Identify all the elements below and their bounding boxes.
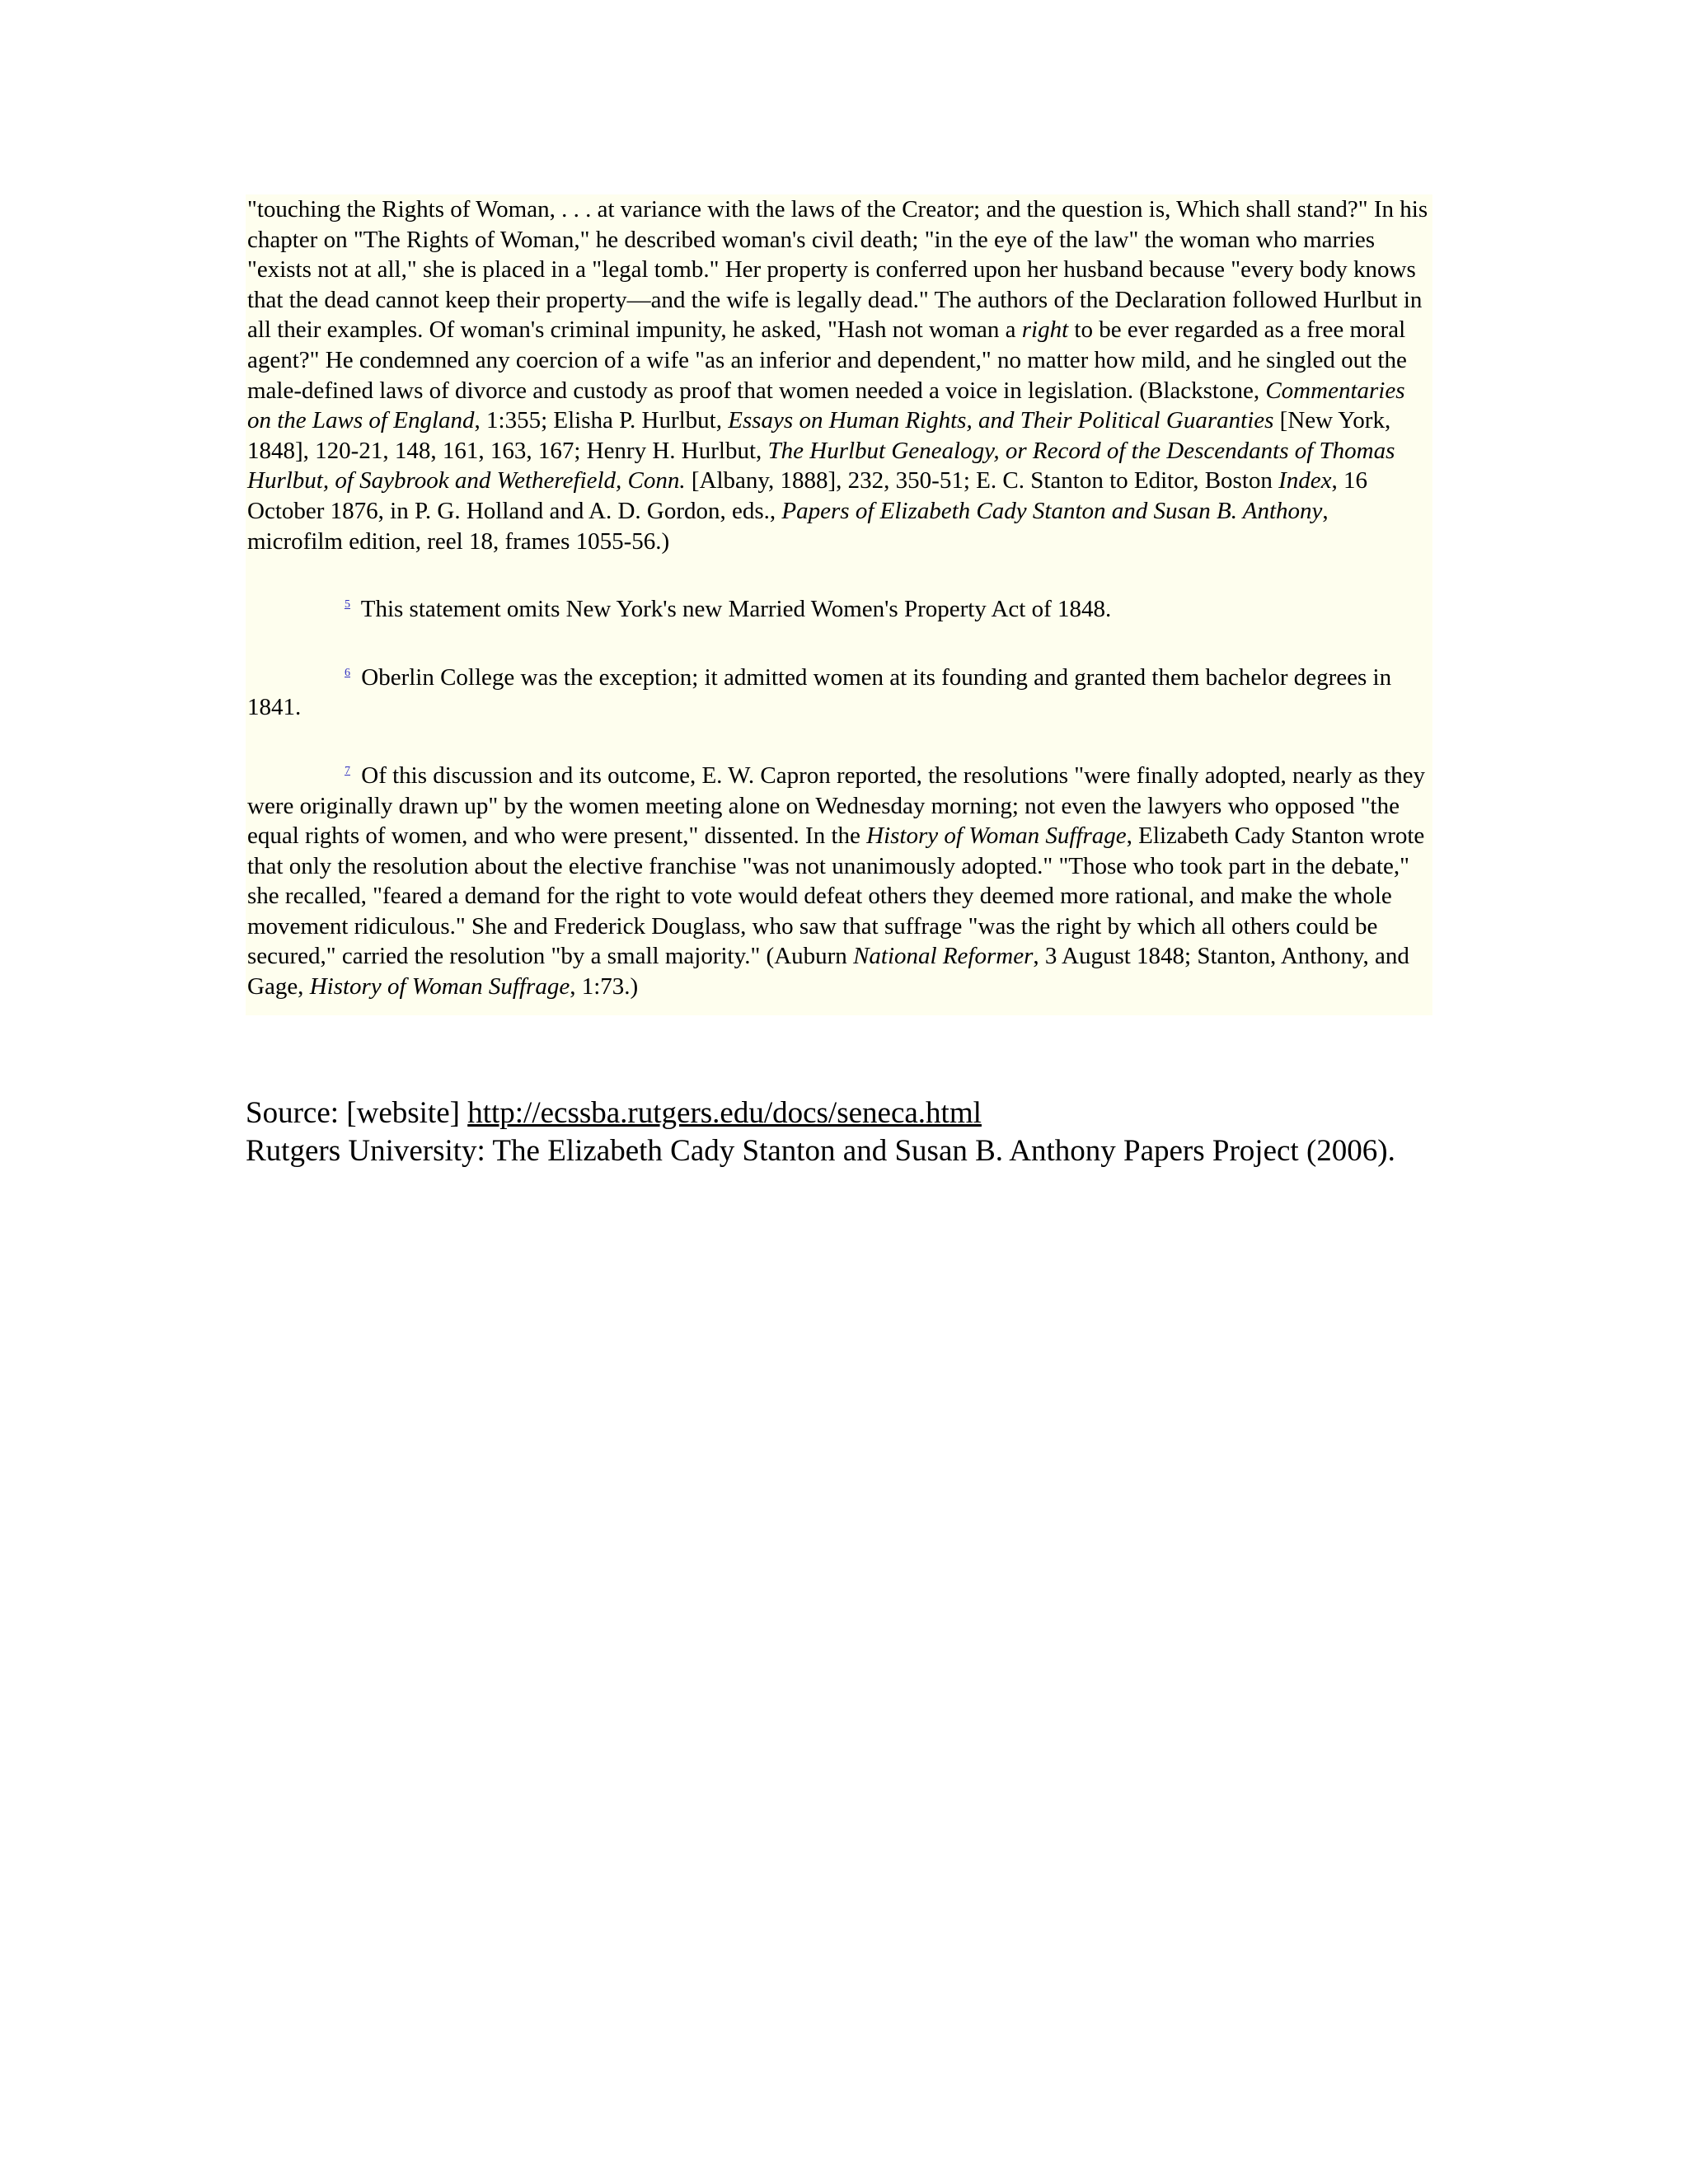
note7-text-3: , 3 August 1848; Stanton, Anthony, and Gage, (247, 943, 1409, 1001)
note4-italic-right: right (1021, 316, 1069, 344)
footnotes-section (246, 194, 1432, 1015)
note4-text-7: , microfilm edition, reel 18, frames 1055-56.) (247, 497, 1329, 555)
source-line-1 (246, 1094, 1441, 1132)
footnote-5-text: This statement omits New York's new Married Women's Property Act of 1848. (355, 596, 1112, 623)
footnote-4-continuation (247, 194, 1429, 556)
note4-text-2: to be ever regarded as a free moral agent?" He condemned any coercion of a wife "as an inferior and dependent," no matter how mild, and he singled out the male-defined laws of divorce and custody as proof that women needed a voice in legislation. (Blackstone, (247, 316, 1407, 404)
note4-text-5: [Albany, 1888], 232, 350-51; E. C. Stanton to Editor, Boston (685, 467, 1279, 494)
note4-text-4: [New York, 1848], 120-21, 148, 161, 163, 167; Henry H. Hurlbut, (247, 407, 1391, 464)
footnote-6-ref-link[interactable]: 6 (345, 667, 350, 680)
note7-text-4: , 1:73.) (570, 973, 639, 1001)
footnote-7 (247, 761, 1429, 1002)
note4-text-3: , 1:355; Elisha P. Hurlbut, (474, 407, 729, 434)
note7-text-1: Of this discussion and its outcome, E. W. Capron reported, the resolutions "were finally adopted, nearly as they were originally drawn up" by the women meeting alone on Wednesday morning; not even the lawyers who opposed "the equal rights of women, and who were present," dissented. In the (247, 762, 1426, 850)
footnote-6-text: Oberlin College was the exception; it admitted women at its founding and granted them bachelor degrees in 1841. (247, 663, 1392, 721)
source-prefix: Source: [website] (246, 1096, 468, 1130)
note4-italic-papers: Papers of Elizabeth Cady Stanton and Susan B. Anthony (781, 497, 1323, 524)
note7-italic-history-1: History of Woman Suffrage (866, 823, 1127, 850)
footnote-7-ref-link[interactable]: 7 (345, 765, 350, 778)
note7-italic-national-reformer: National Reformer (853, 943, 1034, 970)
note7-italic-history-2: History of Woman Suffrage (309, 973, 570, 1001)
footnote-5 (247, 594, 1429, 625)
footnote-5-ref-link[interactable]: 5 (345, 598, 350, 612)
note4-italic-commentaries: Commentaries on the Laws of England (247, 377, 1405, 434)
source-line-2: Rutgers University: The Elizabeth Cady Stanton and Susan B. Anthony Papers Project (2006). (246, 1134, 1395, 1168)
note4-text-1: "touching the Rights of Woman, . . . at variance with the laws of the Creator; and the question is, Which shall stand?" In his chapter on "The Rights of Woman," he described woman's civil death; "in the eye of the law" the woman who marries "exists not at all," she is placed in a "legal tomb." Her property is conferred upon her husband because "every body knows that the dead cannot keep their property—and the wife is legally dead." The authors of the Declaration followed Hurlbut in all their examples. Of woman's criminal impunity, he asked, "Hash not woman a (247, 196, 1428, 344)
source-citation (246, 1094, 1441, 1170)
note4-text-6: , 16 October 1876, in P. G. Holland and A. D. Gordon, eds., (247, 467, 1368, 524)
source-url-link[interactable]: http://ecssba.rutgers.edu/docs/seneca.html (467, 1096, 982, 1130)
note7-text-2: , Elizabeth Cady Stanton wrote that only the resolution about the elective franchise "was not unanimously adopted." "Those who took part in the debate," she recalled, "feared a demand for the right to vote would defeat others they deemed more rational, and make the whole movement ridiculous." She and Frederick Douglass, who saw that suffrage "was the right by which all others could be secured," carried the resolution "by a small majority." (Auburn (247, 823, 1425, 970)
note4-italic-index: Index (1278, 467, 1332, 494)
note4-italic-essays: Essays on Human Rights, and Their Political Guaranties (728, 407, 1274, 434)
note4-italic-genealogy: The Hurlbut Genealogy, or Record of the Descendants of Thomas Hurlbut, of Saybrook and Wetherefield, Conn. (247, 437, 1395, 494)
footnote-6 (247, 663, 1429, 723)
